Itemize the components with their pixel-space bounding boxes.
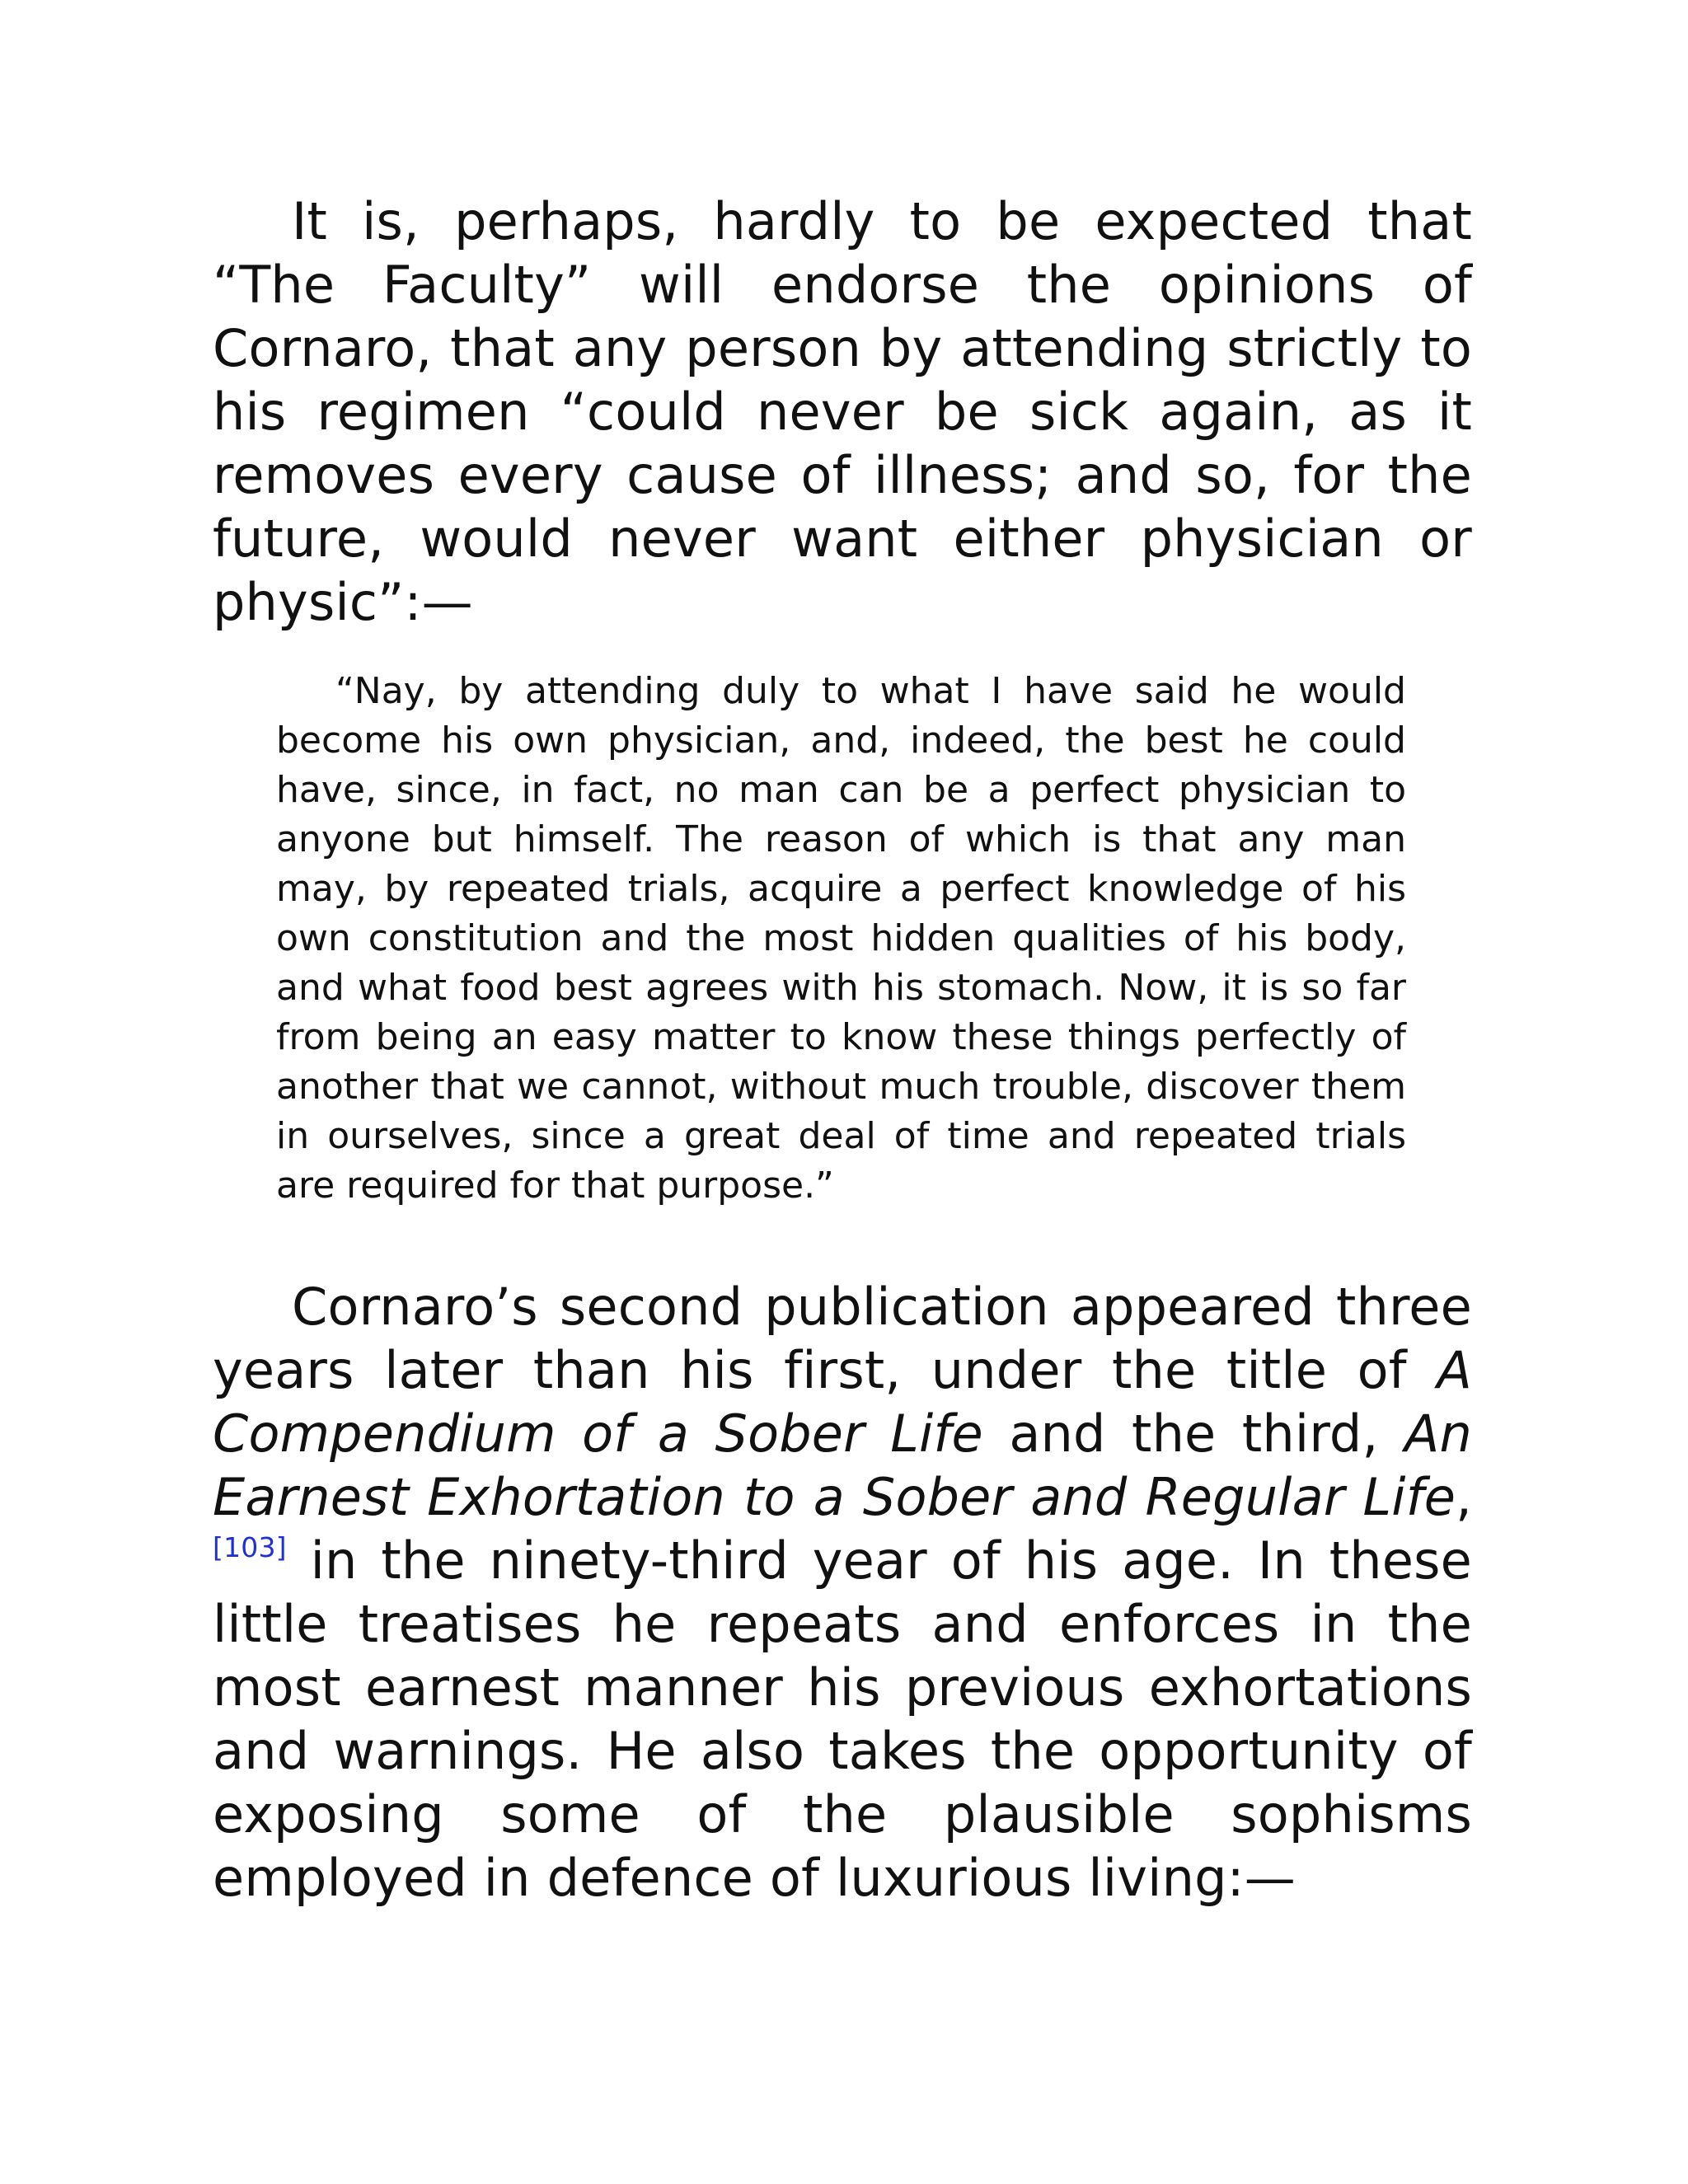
paragraph-one: It is, perhaps, hardly to be expected that “The Faculty” will endorse the opinions of Cornaro, that any person by attending strictly to his regimen “could never be sick again, as it removes every cause of illness; and so, for the future, would never want either physician or physic”:—: [213, 191, 1472, 632]
book-title-compendium: A Compendium of a Sober Life: [213, 1340, 1472, 1464]
paragraph-two: [213, 1275, 1472, 1910]
book-title-exhortation: An Earnest Exhortation to a Sober and Regular Life: [213, 1404, 1472, 1527]
paragraph-two-comma: ,: [1456, 1467, 1472, 1527]
paragraph-two-between: and the third,: [982, 1404, 1404, 1464]
page-content: [213, 190, 1472, 1910]
block-quotation: “Nay, by attending duly to what I have said he would become his own physician, and, indeed, the best he could have, since, in fact, no man can be a perfect physician to anyone but himself. The reason of which is that any man may, by repeated trials, acquire a perfect knowledge of his own constitution and the most hidden qualities of his body, and what food best agrees with his stomach. Now, it is so far from being an easy matter to know these things perfectly of another that we cannot, without much trouble, discover them in ourselves, since a great deal of time and repeated trials are required for that purpose.”: [276, 670, 1406, 1207]
paragraph-two-lead: Cornaro’s second publication appeared three years later than his first, under the title of: [213, 1277, 1472, 1400]
footnote-link-103[interactable]: [103]: [213, 1531, 287, 1563]
paragraph-two-tail: in the ninety-third year of his age. In these little treatises he repeats and enforces in the most earnest manner his previous exhortations and warnings. He also takes the opportunity of exposing some of the plausible sophisms employed in defence of luxurious living:—: [213, 1530, 1472, 1908]
